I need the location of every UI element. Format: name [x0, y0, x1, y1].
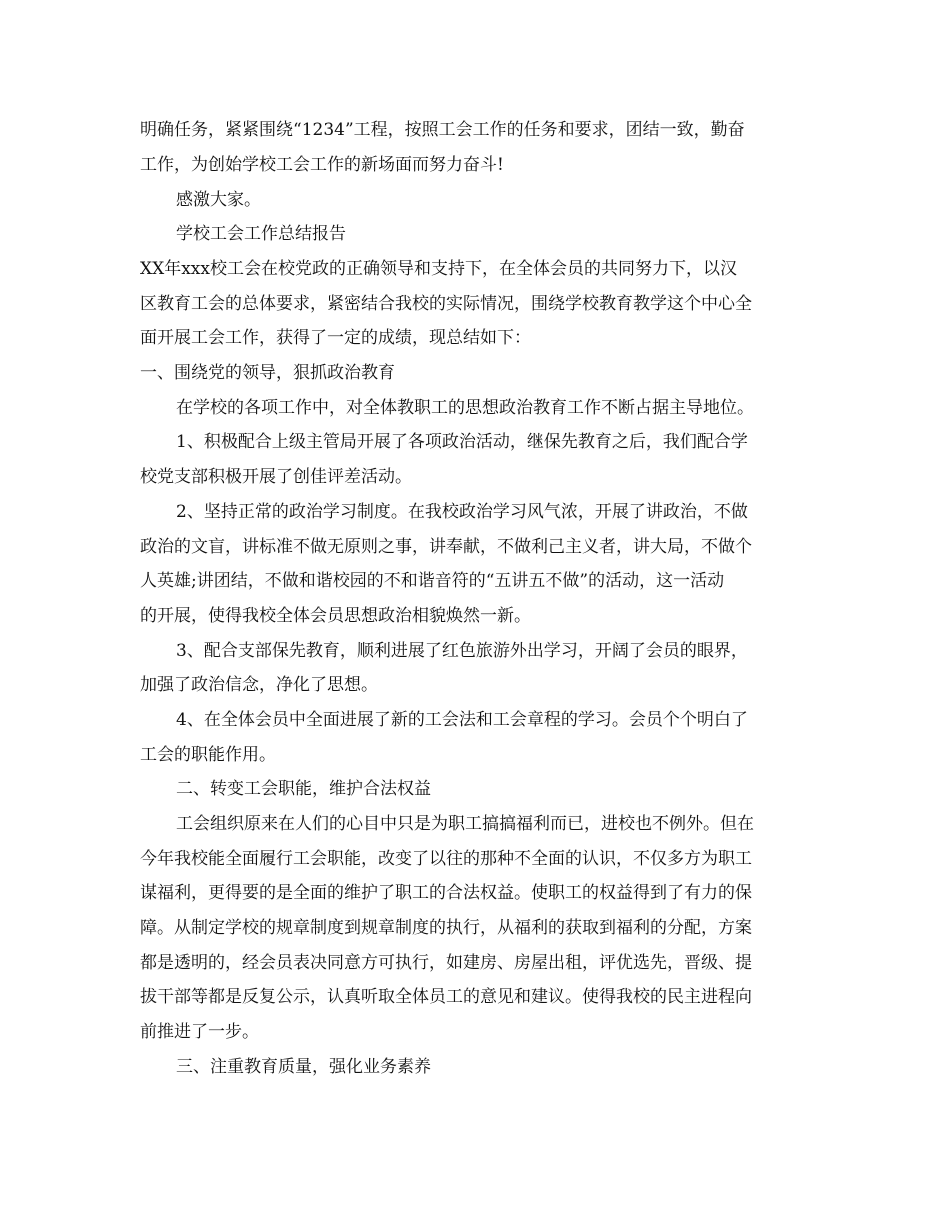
- text-line: 校党支部积极开展了创佳评差活动。: [140, 467, 412, 487]
- text-line: 人英雄;讲团结，不做和谐校园的不和谐音符的“五讲五不做”的活动，这一活动: [140, 571, 725, 591]
- text-line: 3、配合支部保先教育，顺利进展了红色旅游外出学习，开阔了会员的眼界，: [176, 641, 748, 661]
- text-line: 在学校的各项工作中，对全体教职工的思想政治教育工作不断占据主导地位。: [176, 398, 754, 418]
- text-line: 谋福利，更得要的是全面的维护了职工的合法权益。使职工的权益得到了有力的保: [140, 883, 752, 903]
- text-line: 感激大家。: [176, 190, 261, 210]
- section-heading: 二、转变工会职能，维护合法权益: [176, 779, 431, 799]
- text-line: 4、在全体会员中全面进展了新的工会法和工会章程的学习。会员个个明白了: [176, 710, 748, 730]
- text-line: 拔干部等都是反复公示，认真听取全体员工的意见和建议。使得我校的民主进程向: [140, 987, 752, 1007]
- text-line: 工会的职能作用。: [140, 745, 276, 765]
- text-line: 区教育工会的总体要求，紧密结合我校的实际情况，围绕学校教育教学这个中心全: [140, 294, 752, 314]
- text-line: 工作，为创始学校工会工作的新场面而努力奋斗!: [140, 155, 504, 175]
- text-line: XX年xxx校工会在校党政的正确领导和支持下，在全体会员的共同努力下，以汉: [140, 259, 737, 279]
- text-line: 工会组织原来在人们的心目中只是为职工搞搞福利而已，进校也不例外。但在: [176, 814, 754, 834]
- text-line: 2、坚持正常的政治学习制度。在我校政治学习风气浓，开展了讲政治，不做: [176, 502, 748, 522]
- text-line: 的开展，使得我校全体会员思想政治相貌焕然一新。: [140, 606, 531, 626]
- text-line: 障。从制定学校的规章制度到规章制度的执行，从福利的获取到福利的分配，方案: [140, 918, 752, 938]
- text-line: 1、积极配合上级主管局开展了各项政治活动，继保先教育之后，我们配合学: [176, 432, 748, 452]
- text-line: 政治的文盲，讲标准不做无原则之事，讲奉献，不做利己主义者，讲大局，不做个: [140, 537, 752, 557]
- text-line: 明确任务，紧紧围绕“1234”工程，按照工会工作的任务和要求，团结一致，勤奋: [140, 120, 745, 140]
- text-line: 面开展工会工作，获得了一定的成绩，现总结如下：: [140, 328, 531, 348]
- text-line: 今年我校能全面履行工会职能，改变了以往的那种不全面的认识，不仅多方为职工: [140, 849, 752, 869]
- section-heading: 三、注重教育质量，强化业务素养: [176, 1057, 431, 1077]
- text-line: 加强了政治信念，净化了思想。: [140, 675, 378, 695]
- text-line: 学校工会工作总结报告: [176, 224, 346, 244]
- text-line: 都是透明的，经会员表决同意方可执行，如建房、房屋出租，评优选先，晋级、提: [140, 953, 752, 973]
- section-heading: 一、围绕党的领导，狠抓政治教育: [140, 363, 395, 383]
- text-line: 前推进了一步。: [140, 1022, 259, 1042]
